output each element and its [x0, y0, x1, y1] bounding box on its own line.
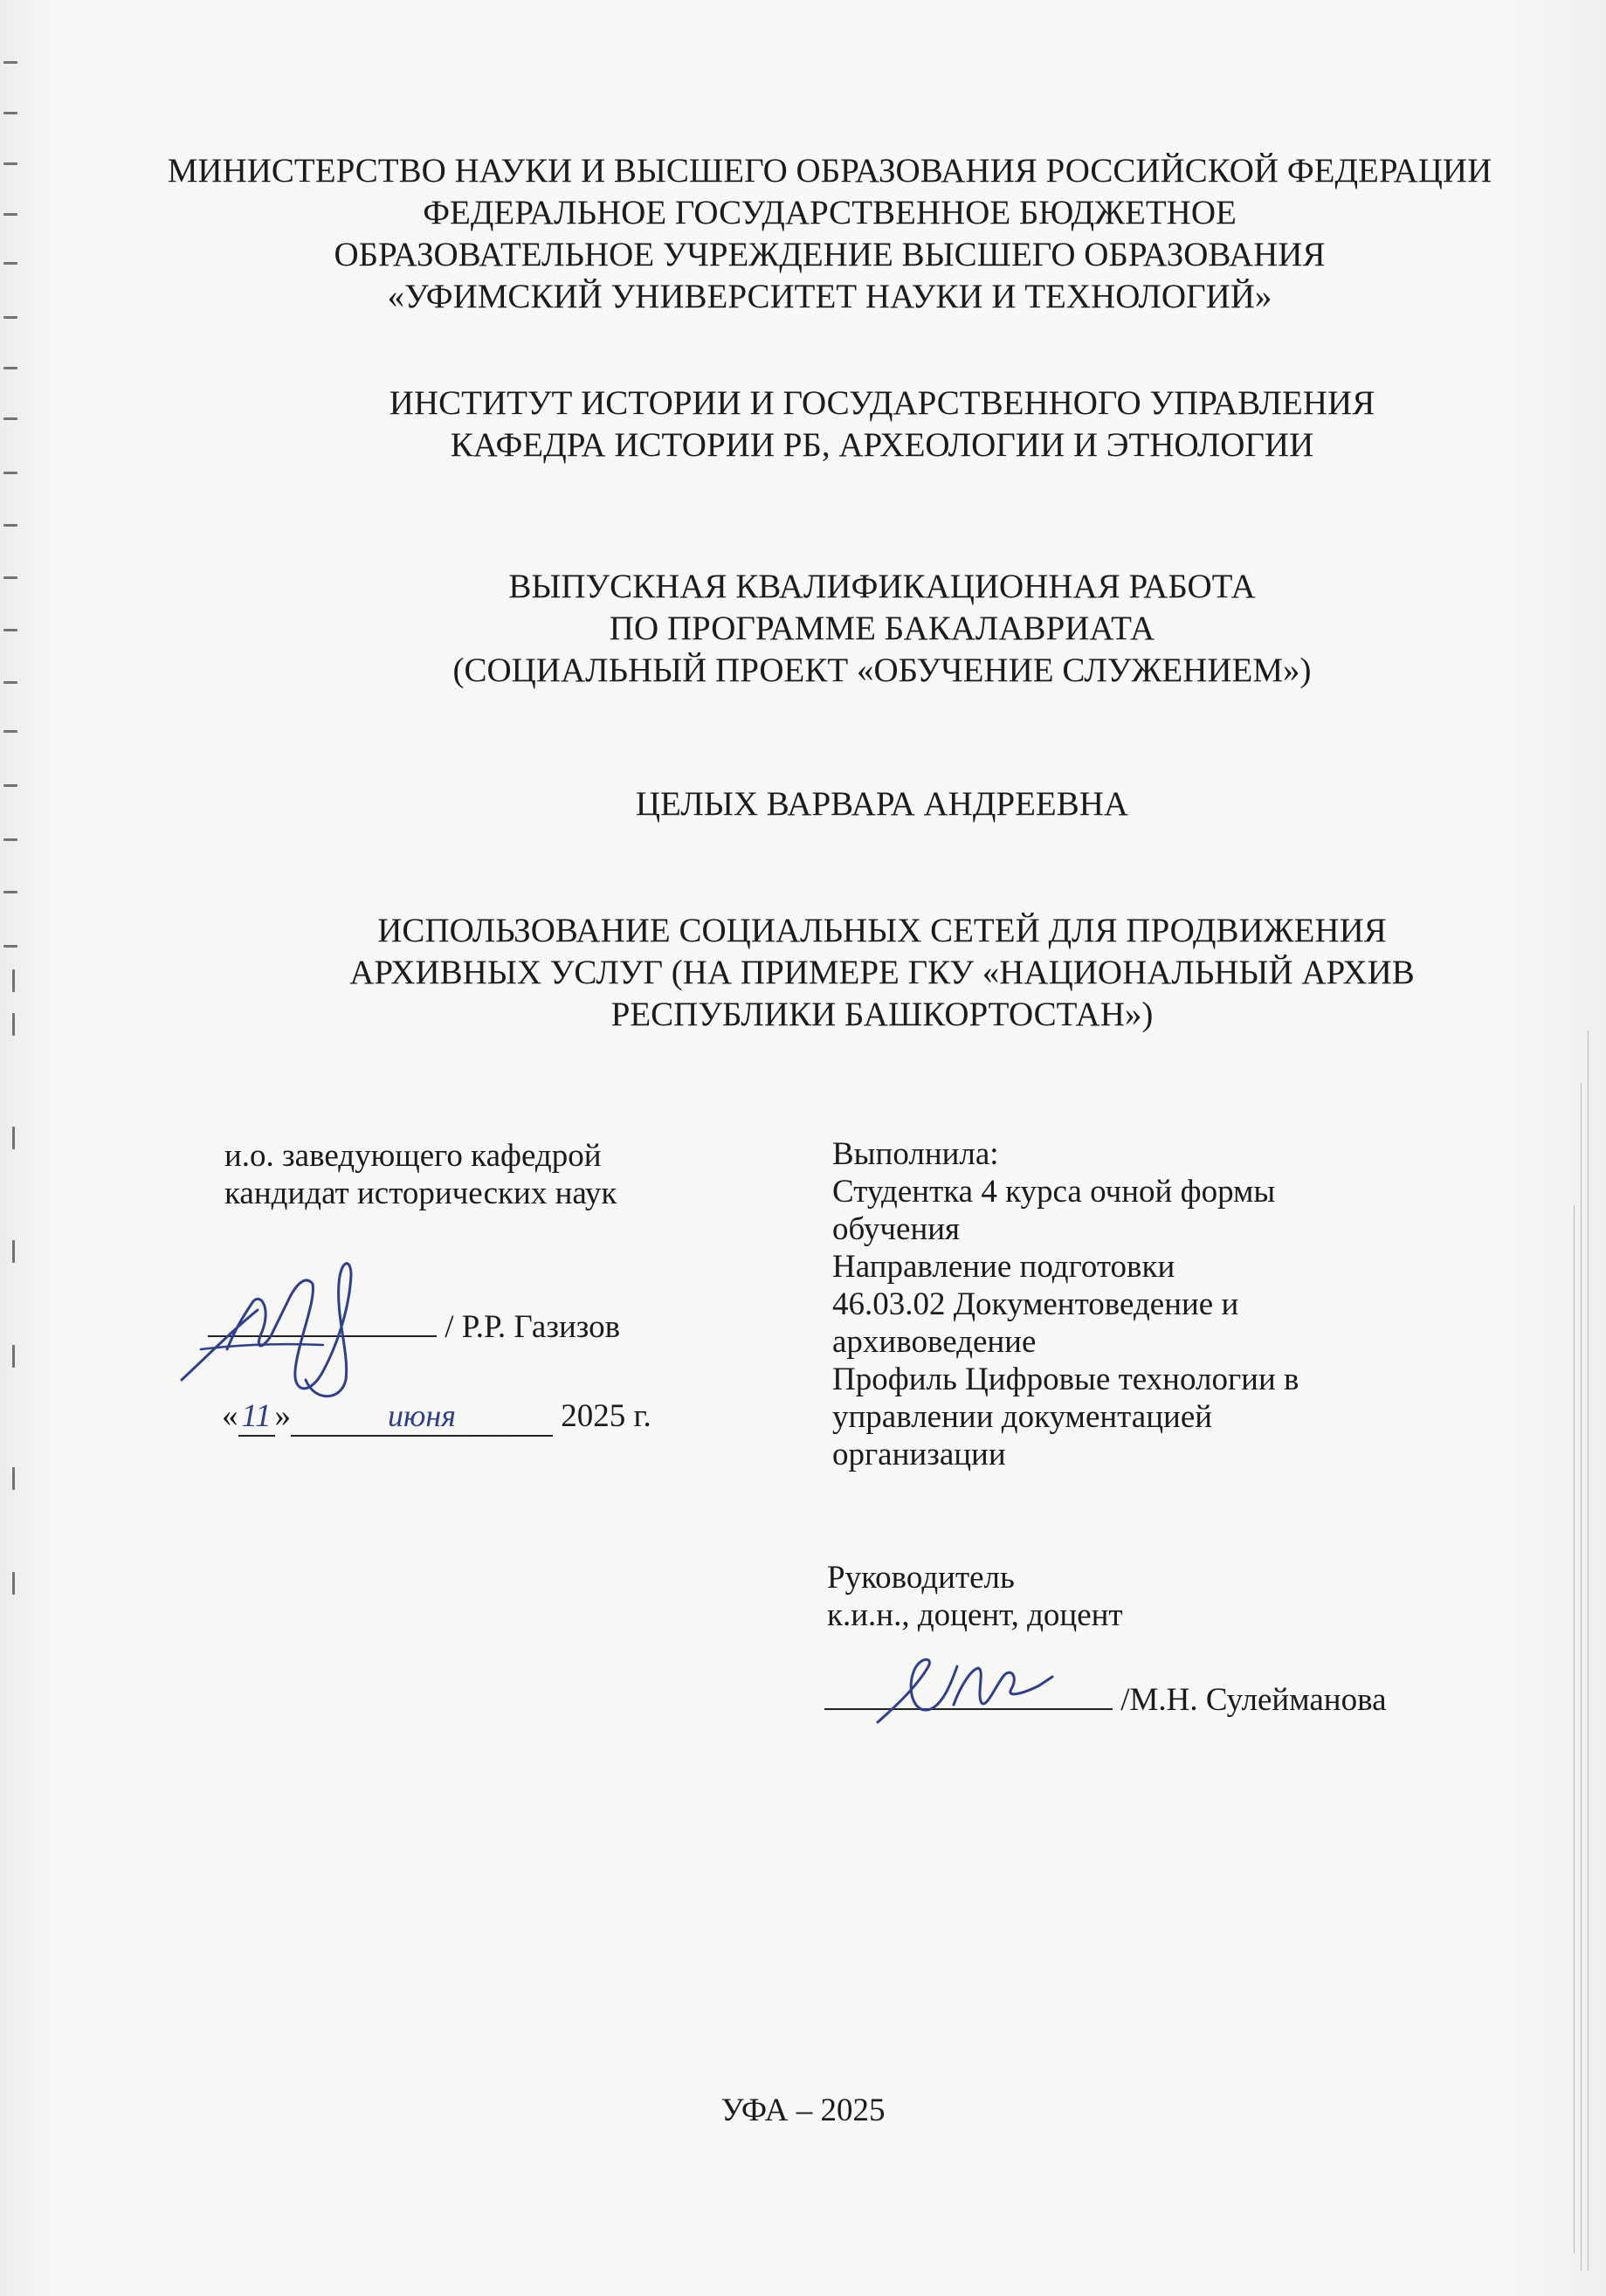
work-type-line: ВЫПУСКНАЯ КВАЛИФИКАЦИОННАЯ РАБОТА — [508, 568, 1256, 605]
performer-label: Выполнила: — [832, 1136, 999, 1172]
header-line: МИНИСТЕРСТВО НАУКИ И ВЫСШЕГО ОБРАЗОВАНИЯ РОССИЙСКОЙ ФЕДЕРАЦИИ — [167, 152, 1492, 190]
approval-date: « 11 » июня 2025 г. — [222, 1397, 781, 1437]
header-line: ОБРАЗОВАТЕЛЬНОЕ УЧРЕЖДЕНИЕ ВЫСШЕГО ОБРАЗОВАНИЯ — [334, 236, 1326, 273]
date-day: 11 — [238, 1397, 275, 1437]
approver-position: и.о. заведующего кафедрой — [224, 1138, 602, 1174]
thesis-title-line: РЕСПУБЛИКИ БАШКОРТОСТАН») — [610, 996, 1154, 1033]
performer-line: организации — [832, 1437, 1006, 1472]
approver-signature — [175, 1249, 376, 1406]
header-line: «УФИМСКИЙ УНИВЕРСИТЕТ НАУКИ И ТЕХНОЛОГИЙ» — [387, 278, 1272, 315]
work-type-block — [192, 566, 1572, 692]
work-type-line: ПО ПРОГРАММЕ БАКАЛАВРИАТА — [609, 610, 1155, 647]
page-edge-lines — [1554, 1031, 1589, 2271]
performer-line: архивоведение — [832, 1324, 1037, 1360]
performer-line: Студентка 4 курса очной формы — [832, 1174, 1276, 1210]
supervisor-name: /М.Н. Сулейманова — [1120, 1682, 1387, 1718]
work-type-line: (СОЦИАЛЬНЫЙ ПРОЕКТ «ОБУЧЕНИЕ СЛУЖЕНИЕМ») — [452, 652, 1312, 689]
institute-name: ИНСТИТУТ ИСТОРИИ И ГОСУДАРСТВЕННОГО УПРАВЛЕНИЯ — [389, 384, 1375, 422]
city-year: УФА – 2025 — [720, 2093, 886, 2128]
performer-block — [832, 1135, 1461, 1473]
author-name: ЦЕЛЫХ ВАРВАРА АНДРЕЕВНА — [635, 785, 1129, 823]
performer-line: управлении документацией — [832, 1399, 1213, 1435]
supervisor-degree: к.и.н., доцент, доцент — [827, 1597, 1123, 1633]
approver-degree: кандидат исторических наук — [224, 1176, 617, 1211]
department-name: КАФЕДРА ИСТОРИИ РБ, АРХЕОЛОГИИ И ЭТНОЛОГИИ — [450, 426, 1314, 464]
thesis-title-line: ИСПОЛЬЗОВАНИЕ СОЦИАЛЬНЫХ СЕТЕЙ ДЛЯ ПРОДВИЖЕНИЯ — [377, 912, 1387, 949]
supervisor-block — [827, 1559, 1456, 1634]
performer-line: 46.03.02 Документоведение и — [832, 1286, 1239, 1322]
performer-line: Направление подготовки — [832, 1249, 1175, 1285]
performer-line: обучения — [832, 1211, 961, 1247]
thesis-title — [192, 910, 1572, 1036]
approval-block — [224, 1137, 766, 1212]
supervisor-signature — [873, 1651, 1074, 1729]
header-line: ФЕДЕРАЛЬНОЕ ГОСУДАРСТВЕННОЕ БЮДЖЕТНОЕ — [423, 194, 1237, 231]
supervisor-label: Руководитель — [827, 1560, 1015, 1596]
institute-block — [192, 383, 1572, 466]
performer-line: Профиль Цифровые технологии в — [832, 1362, 1299, 1397]
date-year: 2025 г. — [561, 1398, 651, 1434]
approver-name: / Р.Р. Газизов — [445, 1309, 621, 1345]
date-month-handwritten: июня — [291, 1397, 553, 1437]
binding-marks — [0, 0, 26, 2296]
ministry-header — [87, 150, 1572, 318]
thesis-title-line: АРХИВНЫХ УСЛУГ (НА ПРИМЕРЕ ГКУ «НАЦИОНАЛЬНЫЙ АРХИВ — [349, 954, 1415, 991]
